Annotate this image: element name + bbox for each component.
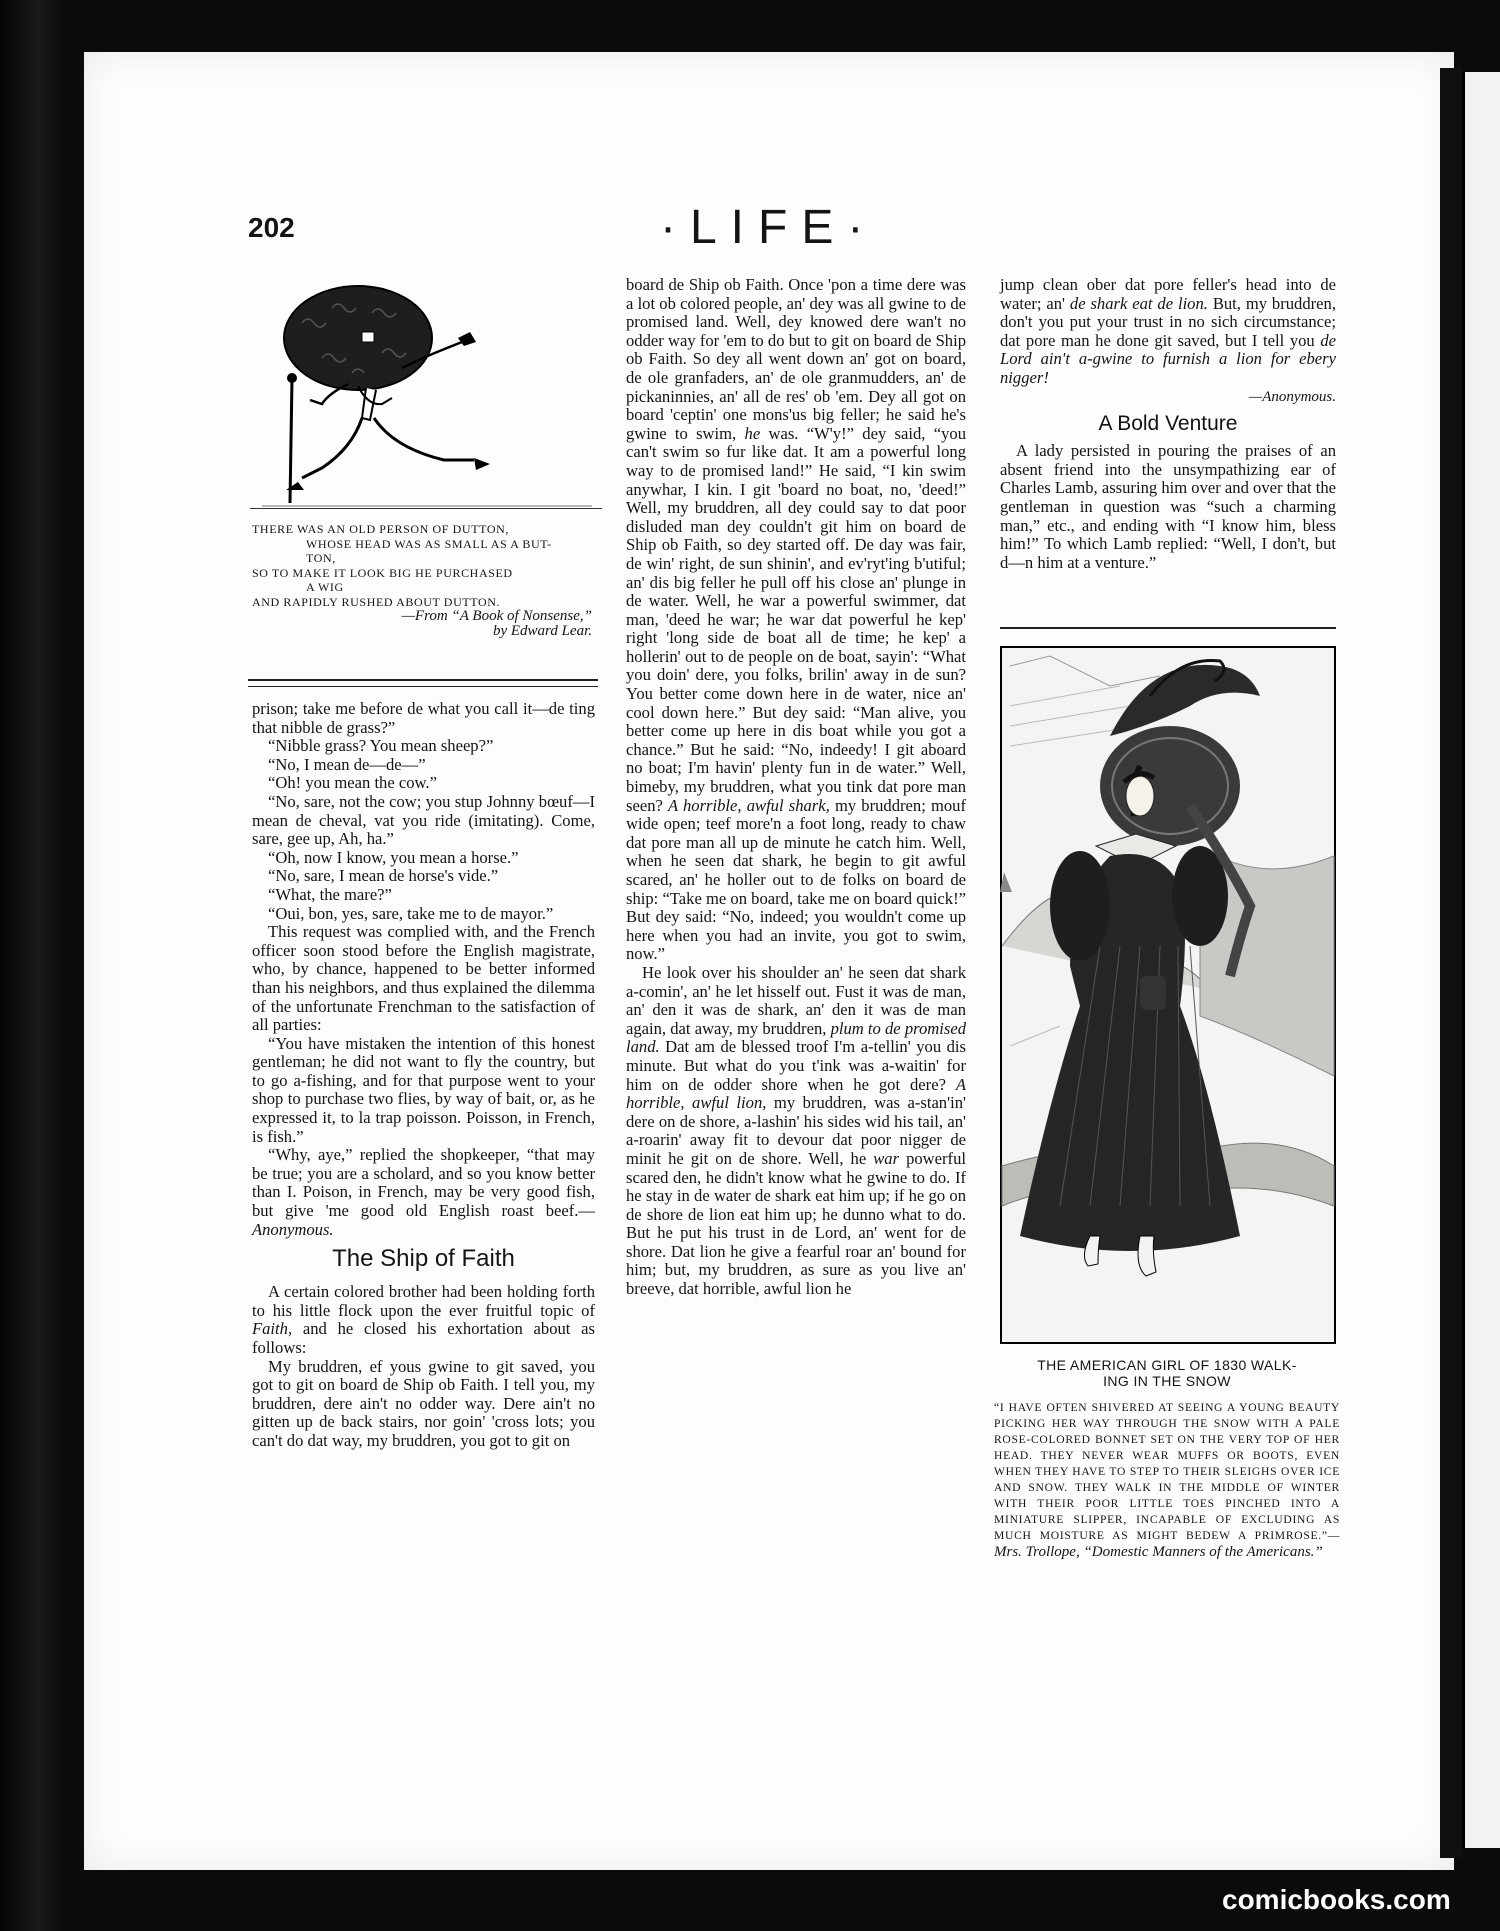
caption-line: AND RAPIDLY RUSHED ABOUT DUTTON. <box>252 594 501 609</box>
paragraph: This request was complied with, and the French officer soon stood before the English magistrate, who, by chance, happened to be better informed than his neighbors, and thus explained the dilemma of the unfortunate Frenchman to the satisfaction of all parties: <box>252 922 595 1035</box>
section-divider <box>248 679 598 687</box>
paragraph <box>626 276 966 964</box>
paragraph-text: Dat am de blessed troof I'm a-tellin' you dis minute. But what do you t'ink was a-waitin' for him on de odder shore when he got dere? <box>626 1037 966 1094</box>
paragraph-text: jump clean ober dat pore feller's head into de water; an' <box>1000 275 1336 313</box>
caption-line: TON, <box>306 551 336 565</box>
paragraph <box>252 1146 595 1239</box>
column-right <box>1000 276 1336 572</box>
paragraph <box>1000 276 1336 388</box>
emphasis: war <box>873 1148 900 1168</box>
masthead-title: ·LIFE· <box>660 201 878 254</box>
trollope-quote <box>994 1400 1340 1561</box>
emphasis: de Lord ain't a-gwine to furnish a lion for ebery nigger! <box>1000 330 1336 387</box>
paragraph: My bruddren, ef yous gwine to git saved, you got to git on board de Ship ob Faith. I tell you, my bruddren, dere ain't no odder way. Dere ain't no gitten up de back stairs, nor goin' 'cross lots; you can't do dat way, my bruddren, you got to git on <box>252 1356 595 1450</box>
title-line: ING IN THE SNOW <box>1103 1373 1231 1389</box>
emphasis: A horrible, awful lion, <box>626 1074 966 1113</box>
caption-line: THERE WAS AN OLD PERSON OF DUTTON, <box>252 522 509 536</box>
book-spine <box>0 0 62 1931</box>
paragraph <box>252 1283 595 1357</box>
bold-venture-title: A Bold Venture <box>1098 412 1238 436</box>
paragraph-text: and he closed his exhortation about as follows: <box>252 1319 595 1357</box>
anonymous-signature: Anonymous. <box>252 1219 334 1239</box>
american-girl-engraving <box>1000 646 1336 1344</box>
paragraph: “No, sare, not the cow; you stup Johnny bœuf—I mean de cheval, vat you ride (imitating). Come, sare, gee up, Ah, ha.” <box>252 791 595 849</box>
column-middle <box>626 276 966 1299</box>
quote-text: “I HAVE OFTEN SHIVERED AT SEEING A YOUNG BEAUTY PICKING HER WAY THROUGH THE SNOW WITH A PALE ROSE-COLORED BONNET SET ON THE VERY TOP OF HER HEAD. THEY NEVER WEAR MUFFS OR BOOTS, EVEN WHEN THEY HAVE TO STEP TO THEIR SLEIGHS OVER ICE AND SNOW. THEY WALK IN THE MIDDLE OF WINTER WITH THEIR POOR LITTLE TOES PINCHED INTO A MINIATURE SLIPPER, INCAPABLE OF EXCLUDING AS MUCH MOISTURE AS MIGHT BEDEW A PRIMROSE.”— <box>994 1401 1340 1542</box>
emphasis: plum to de promised land. <box>626 1018 966 1057</box>
paragraph-text: my bruddren; mouf wide open; teef more'n a foot long, ready to chaw dat pore man all up de minute he catch him. Well, when he seen dat shark, he begin to git awful scared, an' he holler out to de folks on board de ship: “Take me on board, take me on board quick!” But dey said: “No, indeed; you wouldn't come up here when you had an invite, you got to swim, now.” <box>626 795 966 964</box>
american-girl-title <box>994 1357 1340 1389</box>
caption-line: A WIG <box>306 580 344 594</box>
paragraph-text: He look over his shoulder an' he seen dat shark a-comin', an' he let hisself out. Fust it was de man, an' den it was de shark, an' den it was de man again, dat away, my bruddren, <box>626 962 966 1038</box>
paragraph: A lady persisted in pouring the praises of an absent friend into the unsympathizing ear of Charles Lamb, assuring him over and over that the gentleman in question was “such a charming man,” etc., and ending with “I know him, bless him!” To which Lamb replied: “Well, I don't, but d—n him at a venture.” <box>1000 441 1336 572</box>
page-gutter-shadow <box>1440 68 1462 1858</box>
paragraph-text: “Why, aye,” replied the shopkeeper, “that may be true; you are a scholard, and so you know better than I. Poison, in French, may be very good fish, but give 'me good old English roast beef.— <box>252 1145 595 1221</box>
paragraph-text: powerful scared den, he didn't know what he gwine to do. If he stay in de water de shark eat him up; if he go on de shore de lion eat him up; he dunno what to do. But he put his trust in de Lord, an' went for de shore. Dat lion he give a fearful roar an' bound for him; but, my bruddren, as sure as you live an' breeve, dat horrible, awful lion he <box>626 1148 966 1299</box>
column-rule <box>1000 627 1336 629</box>
site-watermark: comicbooks.com <box>1222 1884 1451 1915</box>
caption-line: SO TO MAKE IT LOOK BIG HE PURCHASED <box>252 565 513 580</box>
illustration-rule <box>250 508 602 509</box>
emphasis: he <box>744 423 761 443</box>
caption-author: by Edward Lear. <box>492 622 592 639</box>
paragraph: “No, sare, I mean de horse's vide.” <box>268 866 499 886</box>
paragraph-text: board de Ship ob Faith. Once 'pon a time dere was a lot ob colored people, an' dey was all gwine to de promised land. Well, dey knowed dere wan't no odder way for 'em to do but to git on board de Ship ob Faith. So dey all went down an' got on board, de ole granfaders, an' de ole granmudders, an' de pickaninnies, an' all de res' ob 'em. Dey all got on board 'ceptin' one mons'us big feller; he said he's gwine to swim, <box>626 275 966 443</box>
paragraph: “No, I mean de—de—” <box>268 754 426 774</box>
next-page-edge <box>1462 72 1500 1848</box>
dutton-caption <box>252 522 598 638</box>
paragraph-text: my bruddren, was a-stan'in' dere on de shore, a-lashin' his sides wid his tail, an' a-roarin' away fit to devour dat poor nigger de minit he git on de shore. Well, he <box>626 1093 966 1168</box>
emphasis: A horrible, awful shark, <box>668 795 830 815</box>
emphasis: Faith, <box>252 1319 293 1339</box>
paragraph: prison; take me before de what you call it—de ting that nibble de grass?” <box>252 699 595 737</box>
paragraph <box>626 964 966 1299</box>
paragraph: “You have mistaken the intention of this honest gentleman; he did not want to fly the country, but to go a-fishing, and for that purpose went to your shop to purchase two flies, by way of bait, or, as he expressed it, to la trap poisson. Poisson, in French, is fish.” <box>252 1033 595 1146</box>
paragraph: “Nibble grass? You mean sheep?” <box>268 736 494 756</box>
paragraph: “Oh, now I know, you mean a horse.” <box>268 847 519 867</box>
title-line: THE AMERICAN GIRL OF 1830 WALK- <box>1037 1357 1297 1373</box>
emphasis: de shark eat de lion. <box>1069 293 1208 313</box>
column-left <box>252 700 595 1451</box>
paragraph: “What, the mare?” <box>268 884 392 904</box>
paragraph: “Oui, bon, yes, sare, take me to de mayor.” <box>268 903 554 923</box>
paragraph-text: But, my bruddren, don't you put your trust in no sich circumstance; dat pore man he done git saved, but I tell you <box>1000 293 1336 350</box>
paragraph-text: was. “W'y!” dey said, “you can't swim so fur like dat. It am a powerful long way to de promised land!” He said, “I kin swim anywhar, I kin. I git 'board no boat, no, 'deed!” Well, my bruddren, all dey could say to dat poor disluded man dey couldn't git him on board de Ship ob Faith, so dey started off. De day was fair, de win' right, de sun shinin', and ev'ryt'ing b'utiful; an' dis big feller he pull off his close an' plunge in de water. Well, he war a powerful swimmer, dat man, 'deed he war; he war dat powerful he kep' right 'long side de boat all de time; he kep' a hollerin' out to de people on de boat, sayin': “What you doin' dere, you folks, brilin' away in de sun? You better come down here in de water, nice an' cool down here.” But dey said: “Man alive, you better come up here in dis boat while you got a chance.” But he said: “No, indeedy! I git aboard no boat; I'm havin' plenty fun in de water.” Well, bimeby, my bruddren, what you tink dat pore man seen? <box>626 423 967 815</box>
ship-of-faith-title: The Ship of Faith <box>332 1245 515 1273</box>
page-number: 202 <box>248 212 295 243</box>
caption-line: WHOSE HEAD WAS AS SMALL AS A BUT- <box>306 536 552 551</box>
dutton-illustration <box>262 268 592 508</box>
paragraph-text: A certain colored brother had been holding forth to his little flock upon the ever fruitful topic of <box>252 1282 595 1320</box>
caption-source: —From “A Book of Nonsense,” <box>401 608 592 624</box>
quote-attribution: Mrs. Trollope, “Domestic Manners of the Americans.” <box>994 1544 1323 1560</box>
paragraph: “Oh! you mean the cow.” <box>268 773 437 793</box>
anonymous-signature: —Anonymous. <box>1248 388 1336 405</box>
